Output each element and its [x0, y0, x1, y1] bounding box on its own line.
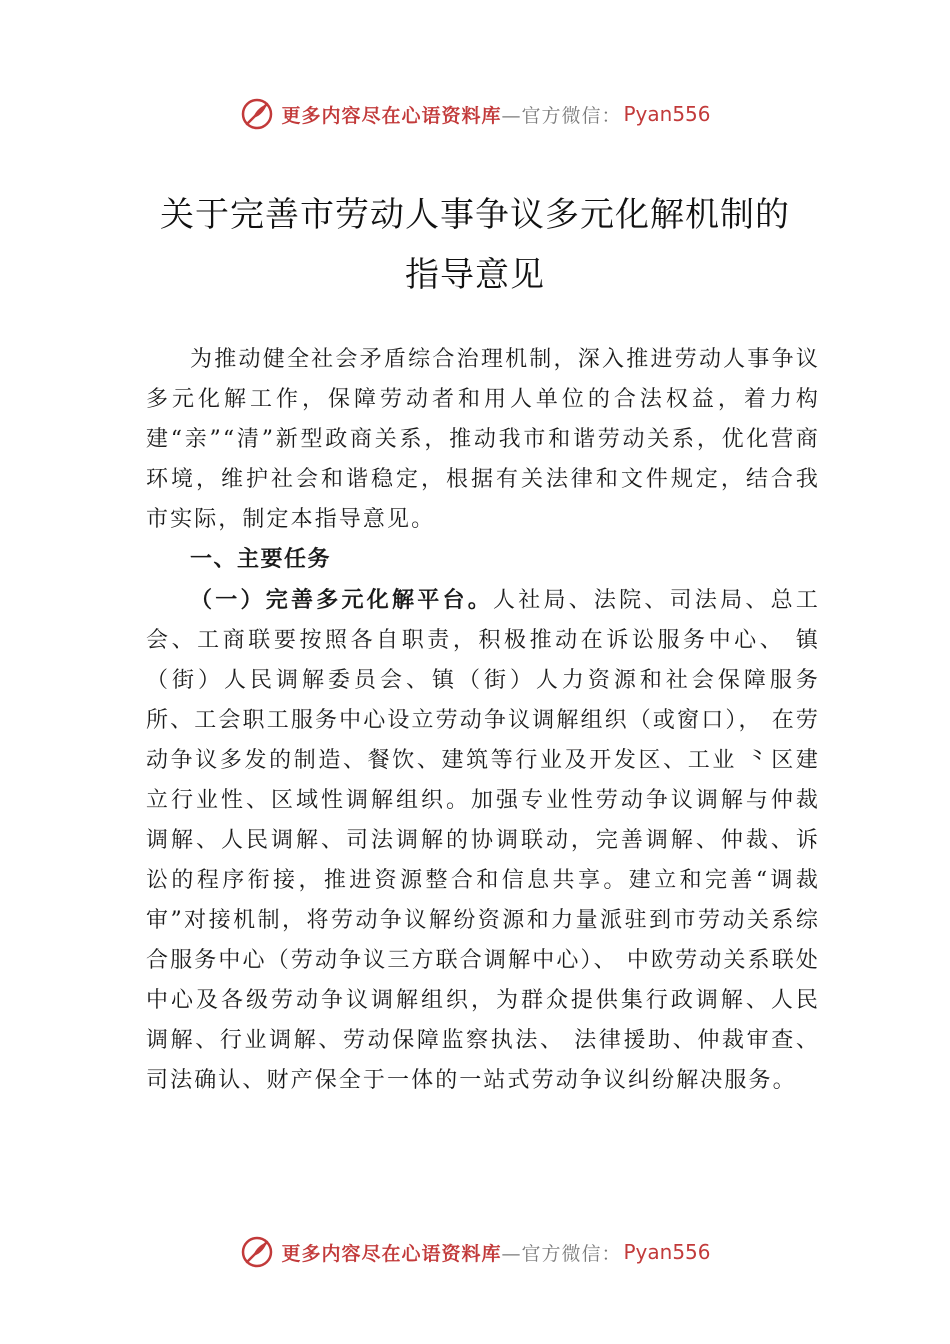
- document-body: [146, 340, 820, 1101]
- footer-wechat-handle: Pyan556: [623, 1240, 711, 1264]
- quill-logo-icon: [239, 1234, 275, 1270]
- intro-paragraph: 为推动健全社会矛盾综合治理机制，深入推进劳动人事争议多元化解工作，保障劳动者和用人单位的合法权益，着力构建“亲”“清”新型政商关系，推动我市和谐劳动关系，优化营商环境，维护社会和谐稳定，根据有关法律和文件规定，结合我市实际，制定本指导意见。: [146, 347, 820, 532]
- document-title-line-1: 关于完善市劳动人事争议多元化解机制的: [160, 195, 790, 235]
- section-heading-main-tasks: 一、主要任务: [190, 547, 332, 572]
- banner-brand-text: 更多内容尽在心语资料库: [281, 104, 502, 127]
- header-watermark-banner: [0, 94, 950, 134]
- banner-wechat-handle: Pyan556: [623, 102, 711, 126]
- item-1-paragraph: [146, 580, 820, 1101]
- document-title-line-2: 指导意见: [405, 255, 545, 295]
- footer-brand-text: 更多内容尽在心语资料库: [281, 1242, 502, 1265]
- item-1-title: （一）完善多元化解平台。: [190, 587, 493, 613]
- footer-channel-text: —官方微信：: [501, 1242, 622, 1265]
- banner-channel-text: —官方微信：: [501, 104, 622, 127]
- footer-watermark-banner: [0, 1232, 950, 1272]
- quill-logo-icon: [239, 96, 275, 132]
- item-1-body: 人社局、法院、司法局、总工会、工商联要按照各自职责，积极推动在诉讼服务中心、 镇（街）人民调解委员会、镇（街）人力资源和社会保障服务所、工会职工服务中心设立劳动争议调解组织（或窗口）， 在劳动争议多发的制造、餐饮、建筑等行业及开发区、工业 ⺀区建立行业性、区域性调解组织。加强专业性劳动争议调解与仲裁调解、人民调解、司法调解的协调联动，完善调解、仲裁、诉讼的程序衔接，推进资源整合和信息共享。建立和完善“调裁审”对接机制，将劳动争议解纷资源和力量派驻到市劳动关系综合服务中心（劳动争议三方联合调解中心）、 中欧劳动关系联处中心及各级劳动争议调解组织，为群众提供集行政调解、人民调解、行业调解、劳动保障监察执法、 法律援助、仲裁审查、司法确认、财产保全于一体的一站式劳动争议纠纷解决服务。: [146, 588, 820, 1093]
